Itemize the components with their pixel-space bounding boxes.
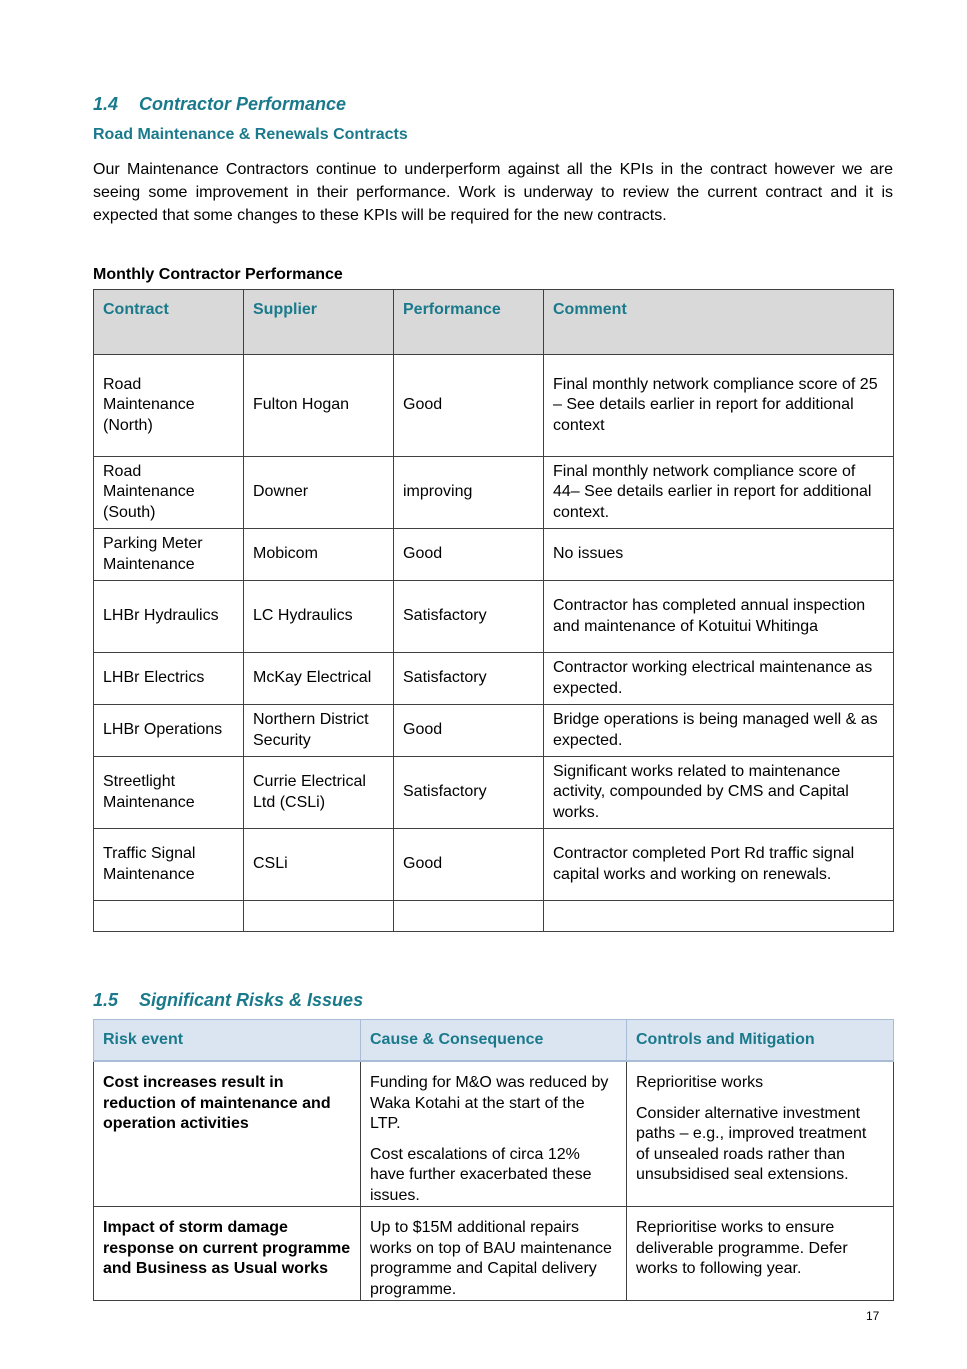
- comment-cell: Final monthly network compliance score of 44– See details earlier in report for additional context.: [544, 457, 894, 529]
- risk-event-cell: Cost increases result in reduction of maintenance and operation activities: [94, 1061, 361, 1207]
- contract-cell: [94, 901, 244, 932]
- table-row: [94, 355, 894, 457]
- performance-cell: Good: [394, 829, 544, 901]
- supplier-cell: Currie Electrical Ltd (CSLi): [244, 757, 394, 829]
- supplier-cell: McKay Electrical: [244, 653, 394, 705]
- comment-cell: No issues: [544, 529, 894, 581]
- contract-cell: Road Maintenance (South): [94, 457, 244, 529]
- table-row: [94, 1207, 894, 1301]
- table-caption: Monthly Contractor Performance: [93, 266, 343, 283]
- cause-cell: [361, 1207, 627, 1301]
- performance-cell: improving: [394, 457, 544, 529]
- page-number: 17: [866, 1309, 880, 1323]
- controls-paragraph: Consider alternative investment paths – e.g., improved treatment of unsealed roads rather than unsubsidised seal extensions.: [636, 1104, 867, 1183]
- risks-issues-table: [93, 1019, 894, 1301]
- performance-cell: Good: [394, 529, 544, 581]
- comment-cell: Bridge operations is being managed well & as expected.: [544, 705, 894, 757]
- table-row: [94, 757, 894, 829]
- supplier-cell: CSLi: [244, 829, 394, 901]
- contractor-performance-table: [93, 289, 894, 932]
- controls-cell: [627, 1207, 894, 1301]
- supplier-cell: LC Hydraulics: [244, 581, 394, 653]
- section-title: Contractor Performance: [139, 94, 347, 114]
- supplier-cell: [244, 901, 394, 932]
- cause-paragraph: Funding for M&O was reduced by Waka Kotahi at the start of the LTP.: [370, 1074, 609, 1132]
- comment-cell: Significant works related to maintenance activity, compounded by CMS and Capital works.: [544, 757, 894, 829]
- column-header: Risk event: [94, 1020, 361, 1062]
- contract-cell: Traffic Signal Maintenance: [94, 829, 244, 901]
- column-header: Comment: [544, 290, 894, 355]
- performance-cell: Good: [394, 705, 544, 757]
- comment-cell: Final monthly network compliance score of 25 – See details earlier in report for additional context: [544, 355, 894, 457]
- subheading: Road Maintenance & Renewals Contracts: [93, 126, 408, 143]
- table-row: [94, 1061, 894, 1207]
- table-row: [94, 457, 894, 529]
- supplier-cell: Fulton Hogan: [244, 355, 394, 457]
- risk-event-cell: Impact of storm damage response on current programme and Business as Usual works: [94, 1207, 361, 1301]
- table-header-row: [94, 1020, 894, 1062]
- table-row: [94, 901, 894, 932]
- column-header: Controls and Mitigation: [627, 1020, 894, 1062]
- comment-cell: Contractor completed Port Rd traffic signal capital works and working on renewals.: [544, 829, 894, 901]
- cause-paragraph: Cost escalations of circa 12% have further exacerbated these issues.: [370, 1145, 592, 1204]
- table-row: [94, 705, 894, 757]
- contract-cell: Road Maintenance (North): [94, 355, 244, 457]
- table-row: [94, 653, 894, 705]
- column-header: Cause & Consequence: [361, 1020, 627, 1062]
- comment-cell: [544, 901, 894, 932]
- table-row: [94, 829, 894, 901]
- section-heading-1-4: [93, 94, 346, 115]
- column-header: Supplier: [244, 290, 394, 355]
- intro-paragraph: Our Maintenance Contractors continue to underperform against all the KPIs in the contract however we are seeing some improvement in their performance. Work is underway to review the current contract and it is expected that some changes to these KPIs will be required for the new contracts.: [93, 161, 893, 224]
- table-row: [94, 581, 894, 653]
- performance-cell: Satisfactory: [394, 653, 544, 705]
- cause-cell: [361, 1061, 627, 1207]
- section-number: 1.5: [93, 990, 119, 1010]
- supplier-cell: Northern District Security: [244, 705, 394, 757]
- performance-cell: Satisfactory: [394, 581, 544, 653]
- performance-cell: Good: [394, 355, 544, 457]
- performance-cell: Satisfactory: [394, 757, 544, 829]
- supplier-cell: Mobicom: [244, 529, 394, 581]
- cause-paragraph: Up to $15M additional repairs works on top of BAU maintenance programme and Capital delivery programme.: [370, 1219, 612, 1298]
- controls-cell: [627, 1061, 894, 1207]
- contract-cell: Parking Meter Maintenance: [94, 529, 244, 581]
- contract-cell: LHBr Operations: [94, 705, 244, 757]
- section-title: Significant Risks & Issues: [139, 990, 364, 1010]
- controls-paragraph: Reprioritise works to ensure deliverable programme. Defer works to following year.: [636, 1219, 848, 1277]
- supplier-cell: Downer: [244, 457, 394, 529]
- column-header: Performance: [394, 290, 544, 355]
- section-number: 1.4: [93, 94, 119, 114]
- column-header: Contract: [94, 290, 244, 355]
- contract-cell: LHBr Electrics: [94, 653, 244, 705]
- comment-cell: Contractor has completed annual inspection and maintenance of Kotuitui Whitinga: [544, 581, 894, 653]
- contract-cell: Streetlight Maintenance: [94, 757, 244, 829]
- table-header-row: [94, 290, 894, 355]
- contract-cell: LHBr Hydraulics: [94, 581, 244, 653]
- controls-paragraph: Reprioritise works: [636, 1074, 764, 1091]
- comment-cell: Contractor working electrical maintenance as expected.: [544, 653, 894, 705]
- performance-cell: [394, 901, 544, 932]
- table-row: [94, 529, 894, 581]
- section-heading-1-5: [93, 990, 363, 1011]
